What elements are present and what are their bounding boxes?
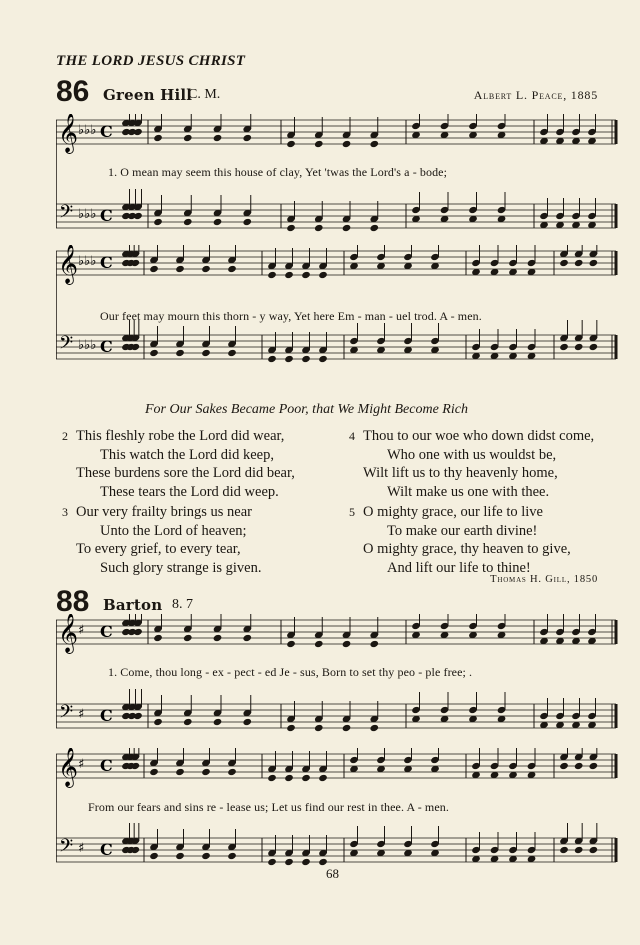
note-head [559, 846, 569, 854]
note-head [369, 140, 379, 148]
note-head [284, 774, 294, 782]
verse-line: Thou to our woe who down didst come, [363, 428, 595, 444]
lyric-88-line-2: From our fears and sins re - lease us; Let us find our rest in thee. A - men. [88, 800, 449, 814]
note-head [242, 218, 252, 226]
note-head [574, 343, 584, 351]
treble-clef-icon: 𝄞 [58, 114, 79, 153]
verse-line: These tears the Lord did weep. [100, 483, 279, 500]
verse-line: Wilt lift us to thy heavenly home, [363, 465, 558, 481]
note-head [153, 134, 163, 142]
note-head [559, 259, 569, 267]
note-head [267, 271, 277, 279]
note-head [213, 134, 223, 142]
note-head [589, 343, 599, 351]
bass-clef-icon: 𝄢 [59, 202, 74, 227]
note-head [175, 852, 185, 860]
note-head [369, 640, 379, 648]
note-head [589, 259, 599, 267]
note-head [213, 634, 223, 642]
note-head [318, 355, 328, 363]
note-head [149, 349, 159, 357]
hymn-number-88: 88 [56, 585, 90, 618]
key-signature-flats: ♭♭♭ [78, 254, 97, 269]
note-head [284, 271, 294, 279]
bass-clef-icon: 𝄢 [59, 333, 74, 358]
note-head [342, 640, 352, 648]
note-head [227, 265, 237, 273]
time-signature: C [100, 253, 113, 272]
time-signature: C [100, 206, 113, 225]
note-head [342, 724, 352, 732]
lyric-86-line-2: Our feet may mourn this thorn - y way, Yet here Em - man - uel trod. A - men. [100, 309, 482, 323]
time-signature: C [100, 756, 113, 775]
note-head [153, 218, 163, 226]
verse-line: Who one with us wouldst be, [387, 446, 557, 463]
note-head [201, 349, 211, 357]
note-head [314, 640, 324, 648]
note-head [286, 140, 296, 148]
note-head [133, 712, 143, 720]
meter-88: 8. 7 [172, 597, 193, 612]
note-head [213, 218, 223, 226]
verse-line: Wilt make us one with thee. [387, 483, 550, 500]
note-head [201, 265, 211, 273]
note-head [301, 271, 311, 279]
verse-4 [349, 427, 595, 501]
verse-line: Unto the Lord of heaven; [100, 522, 247, 539]
note-head [318, 271, 328, 279]
verse-line: O mighty grace, our life to live [363, 504, 543, 520]
time-signature: C [100, 840, 113, 859]
section-title: THE LORD JESUS CHRIST [56, 53, 246, 69]
note-head [227, 349, 237, 357]
note-head [149, 852, 159, 860]
key-signature-flats: ♭♭♭ [78, 123, 97, 138]
note-head [133, 628, 143, 636]
page-number: 68 [326, 866, 339, 881]
note-head [286, 724, 296, 732]
music-system-88-line-2 [56, 748, 626, 890]
author-86: Thomas H. Gill, 1850 [490, 574, 598, 585]
note-head [301, 858, 311, 866]
lyric-86-line-1: 1. O mean may seem this house of clay, Yet 'twas the Lord's a - bode; [108, 165, 448, 179]
time-signature: C [100, 706, 113, 725]
meter-86: C. M. [188, 87, 221, 102]
time-signature: C [100, 122, 113, 141]
note-head [574, 762, 584, 770]
lyric-88-line-1: 1. Come, thou long - ex - pect - ed Je - sus, Born to set thy peo - ple free; . [108, 665, 473, 679]
note-head [284, 858, 294, 866]
note-head [589, 762, 599, 770]
treble-clef-icon: 𝄞 [58, 748, 79, 787]
verse-number: 5 [349, 505, 355, 519]
key-signature-sharp: ♯ [78, 707, 85, 722]
hymn-subtitle: For Our Sakes Became Poor, that We Might Become Rich [145, 402, 468, 417]
note-head [183, 134, 193, 142]
note-head [175, 349, 185, 357]
note-head [574, 846, 584, 854]
note-head [267, 355, 277, 363]
treble-clef-icon: 𝄞 [58, 245, 79, 284]
tune-name-green-hill: Green Hill [103, 86, 193, 104]
verse-line: This fleshly robe the Lord did wear, [76, 428, 285, 444]
note-head [175, 768, 185, 776]
music-system-88-line-1 [56, 614, 626, 756]
verse-3 [62, 503, 262, 577]
verse-number: 2 [62, 429, 68, 443]
verse-number: 4 [349, 429, 355, 443]
note-head [318, 774, 328, 782]
time-signature: C [100, 337, 113, 356]
verse-line: Our very frailty brings us near [76, 504, 252, 520]
note-head [369, 224, 379, 232]
note-head [267, 774, 277, 782]
verse-5 [349, 503, 571, 577]
note-head [301, 355, 311, 363]
verse-line: Such glory strange is given. [100, 559, 262, 576]
key-signature-flats: ♭♭♭ [78, 338, 97, 353]
treble-clef-icon: 𝄞 [58, 614, 79, 653]
note-head [213, 718, 223, 726]
verse-2 [62, 427, 295, 501]
verse-line: And lift our life to thine! [387, 559, 531, 576]
note-head [284, 355, 294, 363]
music-system-86-line-1 [56, 114, 626, 256]
note-head [314, 224, 324, 232]
tune-name-barton: Barton [103, 596, 163, 614]
note-head [559, 343, 569, 351]
note-head [227, 768, 237, 776]
note-head [149, 265, 159, 273]
note-head [589, 846, 599, 854]
time-signature: C [100, 622, 113, 641]
note-head [267, 858, 277, 866]
note-head [314, 724, 324, 732]
note-head [242, 718, 252, 726]
verse-line: These burdens sore the Lord did bear, [76, 465, 295, 481]
note-head [286, 640, 296, 648]
verse-line: To every grief, to every tear, [76, 541, 241, 557]
note-head [201, 852, 211, 860]
key-signature-sharp: ♯ [78, 623, 85, 638]
key-signature-sharp: ♯ [78, 757, 85, 772]
key-signature-sharp: ♯ [78, 841, 85, 856]
note-head [183, 634, 193, 642]
note-head [369, 724, 379, 732]
key-signature-flats: ♭♭♭ [78, 207, 97, 222]
note-head [153, 718, 163, 726]
note-head [301, 774, 311, 782]
note-head [286, 224, 296, 232]
note-head [175, 265, 185, 273]
note-head [314, 140, 324, 148]
note-head [227, 852, 237, 860]
hymn-number-86: 86 [56, 75, 90, 108]
verse-line: O mighty grace, thy heaven to give, [363, 541, 571, 557]
note-head [183, 718, 193, 726]
bass-clef-icon: 𝄢 [59, 702, 74, 727]
note-head [133, 212, 143, 220]
note-head [342, 140, 352, 148]
note-head [201, 768, 211, 776]
note-head [318, 858, 328, 866]
bass-clef-icon: 𝄢 [59, 836, 74, 861]
note-head [559, 762, 569, 770]
composer-86: Albert L. Peace, 1885 [473, 88, 598, 102]
note-head [133, 128, 143, 136]
verse-line: This watch the Lord did keep, [100, 446, 274, 463]
verse-number: 3 [62, 505, 68, 519]
note-head [242, 134, 252, 142]
note-head [342, 224, 352, 232]
note-head [574, 259, 584, 267]
verse-line: To make our earth divine! [387, 522, 538, 539]
note-head [149, 768, 159, 776]
note-head [183, 218, 193, 226]
note-head [242, 634, 252, 642]
note-head [153, 634, 163, 642]
